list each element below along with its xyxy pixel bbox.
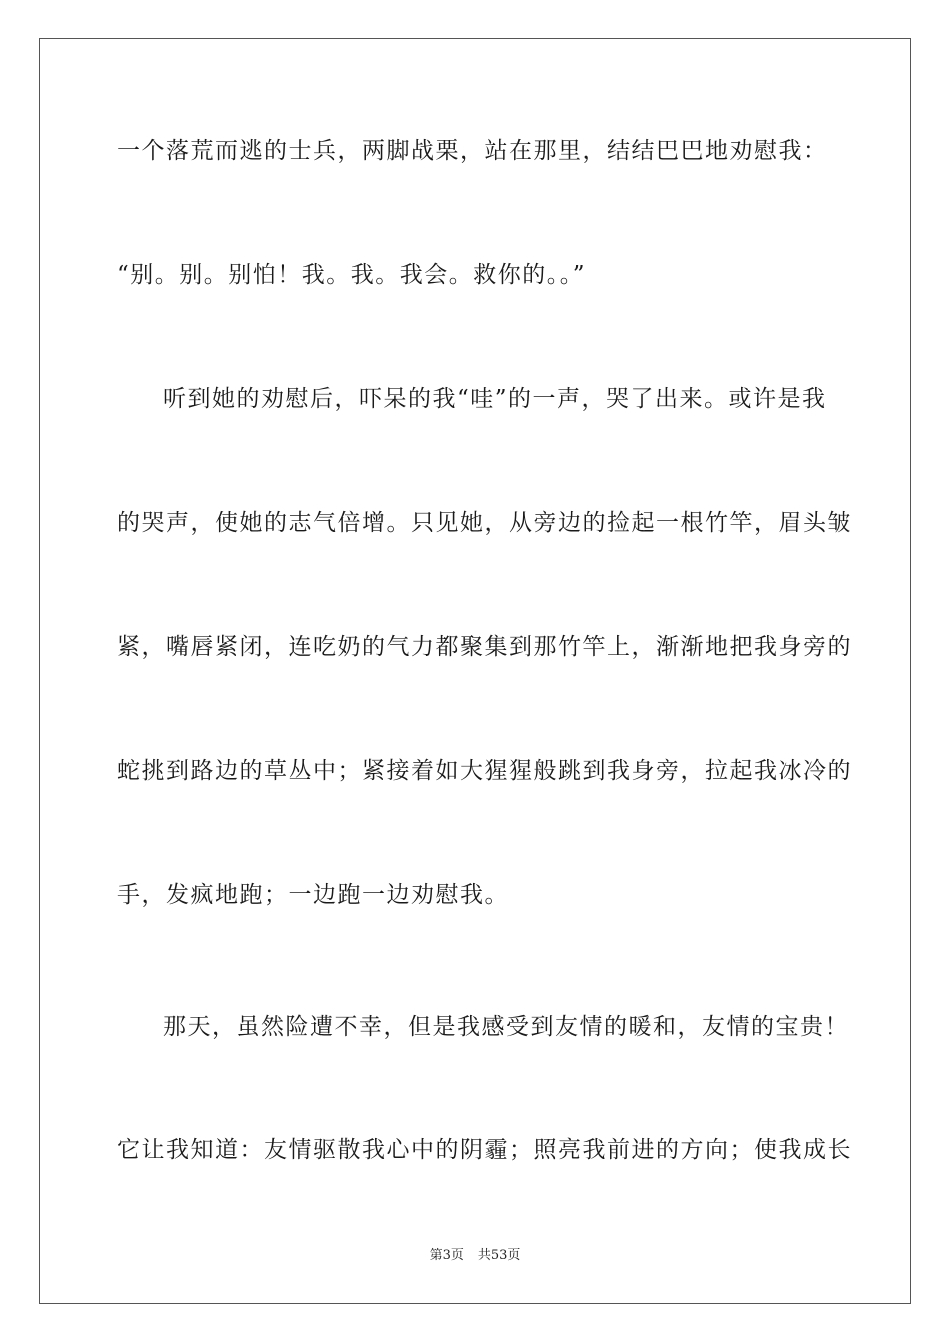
text-line: 它让我知道：友情驱散我心中的阴霾；照亮我前进的方向；使我成长 [117, 1137, 852, 1163]
text-line: 一个落荒而逃的士兵，两脚战栗，站在那里，结结巴巴地劝慰我： [117, 138, 828, 164]
text-line: 紧，嘴唇紧闭，连吃奶的气力都聚集到那竹竿上，渐渐地把我身旁的 [117, 634, 852, 660]
text-line: 蛇挑到路边的草丛中；紧接着如大猩猩般跳到我身旁，拉起我冰冷的 [117, 758, 852, 784]
text-line: “别。别。别怕！我。我。我会。救你的。。” [117, 262, 587, 288]
paragraph-start-line: 听到她的劝慰后，吓呆的我“哇”的一声，哭了出来。或许是我 [163, 386, 827, 412]
page-footer [0, 1247, 950, 1265]
paragraph-start-line: 那天，虽然险遭不幸，但是我感受到友情的暖和，友情的宝贵！ [163, 1014, 849, 1040]
page-total: 共53页 [477, 1248, 521, 1263]
text-line: 手，发疯地跑；一边跑一边劝慰我。 [117, 882, 509, 908]
page-frame [39, 38, 911, 1304]
text-line: 的哭声，使她的志气倍增。只见她，从旁边的捡起一根竹竿，眉头皱 [117, 510, 852, 536]
page-number: 第3页 [429, 1248, 464, 1263]
